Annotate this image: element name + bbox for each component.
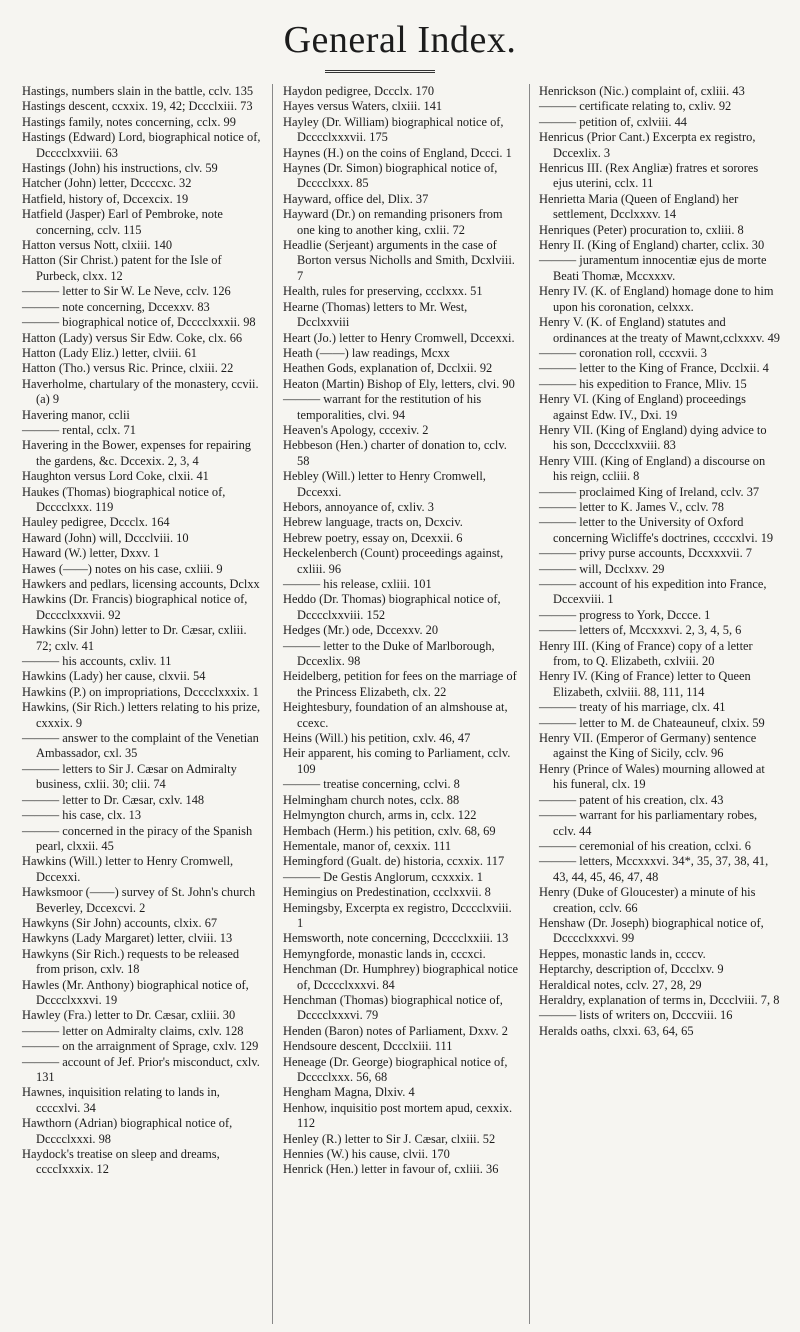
index-entry: ——— letters, Mccxxxvi. 34*, 35, 37, 38, 41, 43, 44, 45, 46, 47, 48 [539,854,769,884]
index-entry: ——— letter to K. James V., cclv. 78 [539,499,724,514]
index-entry: Henricus III. (Rex Angliæ) fratres et sorores ejus uterini, cclx. 11 [539,161,759,191]
index-entry: Hatton (Tho.) versus Ric. Prince, clxiii. 22 [22,361,234,376]
index-entry: Hawkins, (Sir Rich.) letters relating to his prize, cxxxix. 9 [22,700,261,730]
index-entry: ——— letters to Sir J. Cæsar on Admiralty business, cxlii. 30; clii. 74 [22,761,237,792]
index-entry: ——— his accounts, cxliv. 11 [22,654,172,669]
index-entry: Heidelberg, petition for fees on the marriage of the Princess Elizabeth, clx. 22 [283,669,517,699]
index-entry: ——— certificate relating to, cxliv. 92 [539,99,732,114]
index-entry: Heath (——) law readings, Mcxx [283,345,450,360]
index-entry: Hawkyns (Sir Rich.) requests to be released from prison, cxlv. 18 [22,946,240,977]
index-entry: Henden (Baron) notes of Parliament, Dxxv. 2 [283,1023,508,1038]
index-entry: Hawkins (Lady) her cause, clxvii. 54 [22,669,206,684]
index-entry: Hatcher (John) letter, Dccccxc. 32 [22,176,192,191]
index-entry: Hayes versus Waters, clxiii. 141 [283,99,443,114]
index-entry: ——— warrant for his parliamentary robes, cclv. 44 [539,808,758,838]
index-entry: Hatton (Lady Eliz.) letter, clviii. 61 [22,345,197,360]
index-entry: ——— privy purse accounts, Dccxxxvii. 7 [539,546,753,561]
index-entry: Heir apparent, his coming to Parliament, cclv. 109 [283,746,511,776]
index-entry: ——— petition of, cxlviii. 44 [539,114,687,129]
index-entry: ——— letter to M. de Chateauneuf, clxix. 59 [539,715,765,730]
index-entry: Henry V. (K. of England) statutes and ordinances at the treaty of Mawnt,cclxxxv. 49 [539,315,780,345]
index-entry: ——— his release, cxliii. 101 [283,577,432,591]
index-entry: ——— note concerning, Dccexxv. 83 [22,299,210,314]
index-entry: Henry (Duke of Gloucester) a minute of his creation, cclv. 66 [539,885,756,915]
index-entry: Heraldical notes, cclv. 27, 28, 29 [539,977,702,992]
index-entry: Hawkers and pedlars, licensing accounts, Dclxx [22,577,260,591]
index-entry: Hebrew language, tracts on, Dcxciv. [283,515,463,530]
index-entry: Hementale, manor of, cexxix. 111 [283,838,452,853]
index-entry: Hastings family, notes concerning, cclx. 99 [22,114,236,129]
index-entry: Henry IV. (K. of England) homage done to him upon his coronation, celxxx. [539,284,774,314]
index-entry: Heckelenberch (Count) proceedings against, cxliii. 96 [283,546,504,576]
index-entry: Hendsoure descent, Dccclxiii. 111 [283,1039,453,1054]
index-entry: Heddo (Dr. Thomas) biographical notice of, Dcccclxxviii. 152 [283,592,501,622]
index-entry: Hawkins (Will.) letter to Henry Cromwell, Dccexxi. [22,854,234,884]
index-entry: Haukes (Thomas) biographical notice of, Dcccclxxx. 119 [22,484,226,514]
index-entry: Hebors, annoyance of, cxliv. 3 [283,499,434,514]
index-entry: ——— will, Dcclxxv. 29 [539,561,665,576]
page-title: General Index. [283,19,517,61]
index-entry: ——— letter to the University of Oxford concerning Wicliffe's doctrines, ccccxlvi. 19 [539,515,774,545]
column-divider [272,84,273,1324]
index-entry: Heraldry, explanation of terms in, Dccclviii. 7, 8 [539,992,780,1007]
index-entry: Heins (Will.) his petition, cxlv. 46, 47 [283,731,471,746]
index-entry: Henrietta Maria (Queen of England) her settlement, Dcclxxxv. 14 [539,191,739,222]
index-entry: ——— his expedition to France, Mliv. 15 [539,376,747,391]
index-entry: Hastings (John) his instructions, clv. 59 [22,161,218,176]
index-entry: ——— biographical notice of, Dcccclxxxii. 98 [22,315,256,330]
index-entry: Hayward (Dr.) on remanding prisoners from one king to another king, cxlii. 72 [283,207,503,237]
title-rule [325,70,435,73]
index-entry: Henry III. (King of France) copy of a letter from, to Q. Elizabeth, cxlviii. 20 [539,638,753,669]
index-entry: Hemsworth, note concerning, Dcccclxxiii. 13 [283,931,509,946]
index-entry: Heathen Gods, explanation of, Dcclxii. 92 [283,361,493,376]
index-entry: Henry VII. (King of England) dying advice to his son, Dcccclxxviii. 83 [539,422,767,453]
index-entry: Haverholme, chartulary of the monastery, ccvii. (a) 9 [22,376,259,407]
index-entry: Haughton versus Lord Coke, clxii. 41 [22,469,209,484]
index-entry: ——— letter to the Duke of Marlborough, Dccexlix. 98 [283,638,495,669]
index-column-2 [283,84,519,1178]
index-entry: Havering manor, cclii [22,407,130,422]
index-entry: Hedges (Mr.) ode, Dccexxv. 20 [283,623,439,638]
index-entry: Hawes (——) notes on his case, cxliii. 9 [22,561,223,576]
index-entry: Hawkyns (Lady Margaret) letter, clviii. 13 [22,931,233,946]
index-entry: Haydock's treatise on sleep and dreams, ccccIxxxix. 12 [22,1147,220,1177]
index-entry: Hebley (Will.) letter to Henry Cromwell, Dccexxi. [283,469,486,499]
index-entry: Hawkins (Dr. Francis) biographical notice of, Dcccclxxxvii. 92 [22,592,248,622]
index-entry: Havering in the Bower, expenses for repairing the gardens, &c. Dccexix. 2, 3, 4 [22,438,251,468]
index-entry: Henricus (Prior Cant.) Excerpta ex registro, Dccexlix. 3 [539,130,756,160]
index-entry: Hebbeson (Hen.) charter of donation to, cclv. 58 [283,438,507,468]
index-entry: ——— on the arraignment of Sprage, cxlv. 129 [22,1039,259,1054]
index-entry: Hawkins (P.) on impropriations, Dcccclxxxix. 1 [22,684,259,699]
index-entry: ——— concerned in the piracy of the Spanish pearl, clxxii. 45 [22,823,253,853]
index-entry: Hawksmoor (——) survey of St. John's church Beverley, Dccexcvi. 2 [22,885,256,915]
index-entry: Heaven's Apology, cccexiv. 2 [283,422,429,437]
index-entry: ——— letter to Dr. Cæsar, cxlv. 148 [22,792,205,807]
index-entry: Henley (R.) letter to Sir J. Cæsar, clxiii. 52 [283,1131,496,1146]
index-entry: ——— ceremonial of his creation, cclxi. 6 [539,838,751,853]
index-entry: ——— account of Jef. Prior's misconduct, cxlv. 131 [22,1054,260,1084]
index-entry: Hawles (Mr. Anthony) biographical notice of, Dcccclxxxvi. 19 [22,977,249,1007]
index-entry: ——— De Gestis Anglorum, ccxxxix. 1 [283,869,483,884]
index-entry: Heptarchy, description of, Dccclxv. 9 [539,962,724,977]
index-entry: Helmyngton church, arms in, cclx. 122 [283,808,477,823]
index-entry: Henrick (Hen.) letter in favour of, cxliii. 36 [283,1162,499,1177]
index-entry: ——— treatise concerning, cclvi. 8 [283,777,460,792]
index-entry: Haward (W.) letter, Dxxv. 1 [22,546,160,561]
index-entry: Henrickson (Nic.) complaint of, cxliii. 43 [539,84,745,98]
index-entry: Henhow, inquisitio post mortem apud, cexxix. 112 [283,1100,513,1131]
index-entry: Hemyngforde, monastic lands in, cccxci. [283,946,486,961]
index-entry: Haynes (H.) on the coins of England, Dccci. 1 [283,145,512,160]
index-entry: ——— answer to the complaint of the Venetian Ambassador, cxl. 35 [22,731,259,761]
index-entry: Haydon pedigree, Dccclx. 170 [283,84,435,98]
index-entry: Henshaw (Dr. Joseph) biographical notice of, Dcccclxxxvi. 99 [539,915,764,946]
index-entry: Health, rules for preserving, ccclxxx. 51 [283,284,483,299]
index-entry: ——— juramentum innocentiæ ejus de morte Beati Thomæ, Mccxxxv. [539,253,767,283]
index-entry: Heaton (Martin) Bishop of Ely, letters, clvi. 90 [283,376,515,391]
index-entry: ——— account of his expedition into France, Dccexviii. 1 [539,577,767,607]
index-entry: Hemingford (Gualt. de) historia, ccxxix. 117 [283,854,505,869]
index-entry: ——— lists of writers on, Dcccviii. 16 [539,1008,733,1023]
index-entry: ——— his case, clx. 13 [22,808,142,823]
index-entry: ——— treaty of his marriage, clx. 41 [539,700,726,715]
index-entry: Hastings, numbers slain in the battle, cclv. 135 [22,84,254,98]
index-entry: Henchman (Thomas) biographical notice of, Dcccclxxxvi. 79 [283,992,503,1023]
index-entry: Henry VII. (Emperor of Germany) sentence against the King of Sicily, cclv. 96 [539,731,757,761]
index-entry: Hawthorn (Adrian) biographical notice of, Dcccclxxxi. 98 [22,1116,233,1146]
index-entry: ——— progress to York, Dccce. 1 [539,607,711,622]
index-entry: Henry VI. (King of England) proceedings against Edw. IV., Dxi. 19 [539,392,746,422]
index-column-1 [22,84,262,1178]
index-column-3 [539,84,781,1039]
index-entry: Henry II. (King of England) charter, cclix. 30 [539,238,765,253]
index-entry: Hembach (Herm.) his petition, cxlv. 68, 69 [283,823,496,838]
index-entry: Hatton (Sir Christ.) patent for the Isle of Purbeck, clxx. 12 [22,253,222,283]
index-entry: Hayley (Dr. William) biographical notice of, Dcccclxxxvii. 175 [283,114,504,145]
index-entry: Henry VIII. (King of England) a discourse on his reign, ccliii. 8 [539,453,766,484]
index-entry: Henriques (Peter) procuration to, cxliii. 8 [539,222,744,237]
index-entry: Hayward, office del, Dlix. 37 [283,191,429,206]
index-entry: Headlie (Serjeant) arguments in the case of Borton versus Nicholls and Smith, Dcxlviii. 7 [283,238,515,283]
index-entry: Hawkins (Sir John) letter to Dr. Cæsar, cxliii. 72; cxlv. 41 [22,623,247,653]
index-entry: Hatton (Lady) versus Sir Edw. Coke, clx. 66 [22,330,243,345]
index-entry: Hauley pedigree, Dccclx. 164 [22,515,170,530]
index-entry: ——— proclaimed King of Ireland, cclv. 37 [539,484,760,499]
index-entry: Hawley (Fra.) letter to Dr. Cæsar, cxliii. 30 [22,1008,236,1023]
index-entry: Heightesbury, foundation of an almshouse at, ccexc. [283,700,508,730]
index-entry: Hemingsby, Excerpta ex registro, Dcccclxviii. 1 [283,900,512,930]
index-entry: ——— rental, cclx. 71 [22,422,136,437]
index-entry: Heppes, monastic lands in, ccccv. [539,946,706,961]
index-entry: ——— letter to Sir W. Le Neve, cclv. 126 [22,284,231,299]
index-entry: Henchman (Dr. Humphrey) biographical notice of, Dcccclxxxvi. 84 [283,962,518,992]
index-entry: ——— letters of, Mccxxxvi. 2, 3, 4, 5, 6 [539,623,742,638]
index-entry: ——— coronation roll, cccxvii. 3 [539,345,707,360]
index-entry: Heralds oaths, clxxi. 63, 64, 65 [539,1023,694,1038]
column-divider [529,84,530,1324]
index-entry: Hennies (W.) his cause, clvii. 170 [283,1147,450,1162]
index-entry: ——— letter on Admiralty claims, cxlv. 128 [22,1023,244,1038]
index-entry: Hengham Magna, Dlxiv. 4 [283,1085,415,1100]
index-entry: Helmingham church notes, cclx. 88 [283,792,460,807]
index-entry: ——— warrant for the restitution of his temporalities, clvi. 94 [283,392,482,422]
index-entry: Hatfield (Jasper) Earl of Pembroke, note concerning, cclv. 115 [22,207,223,237]
index-entry: Hawnes, inquisition relating to lands in, ccccxlvi. 34 [22,1085,220,1115]
index-entry: Heart (Jo.) letter to Henry Cromwell, Dccexxi. [283,330,515,345]
index-entry: Hawkyns (Sir John) accounts, clxix. 67 [22,915,218,930]
index-entry: Hearne (Thomas) letters to Mr. West, Dcclxxviii [283,299,468,330]
index-entry: Hastings descent, ccxxix. 19, 42; Dccclxiii. 73 [22,99,253,114]
index-entry: Heneage (Dr. George) biographical notice of, Dcccclxxx. 56, 68 [283,1054,508,1084]
index-entry: ——— patent of his creation, clx. 43 [539,792,724,807]
index-entry: Hemingius on Predestination, ccclxxvii. 8 [283,885,491,900]
index-entry: Hebrew poetry, essay on, Dcexxii. 6 [283,530,463,545]
index-entry: Haynes (Dr. Simon) biographical notice of, Dcccclxxx. 85 [283,161,498,191]
index-entry: Hastings (Edward) Lord, biographical notice of, Dcccclxxviii. 63 [22,130,261,160]
index-entry: Hatton versus Nott, clxiii. 140 [22,238,173,253]
index-entry: Henry IV. (King of France) letter to Queen Elizabeth, cxlviii. 88, 111, 114 [539,669,751,699]
index-entry: ——— letter to the King of France, Dcclxii. 4 [539,361,769,376]
index-entry: Henry (Prince of Wales) mourning allowed at his funeral, clx. 19 [539,761,765,792]
index-entry: Haward (John) will, Dccclviii. 10 [22,530,189,545]
index-entry: Hatfield, history of, Dccexcix. 19 [22,191,189,206]
